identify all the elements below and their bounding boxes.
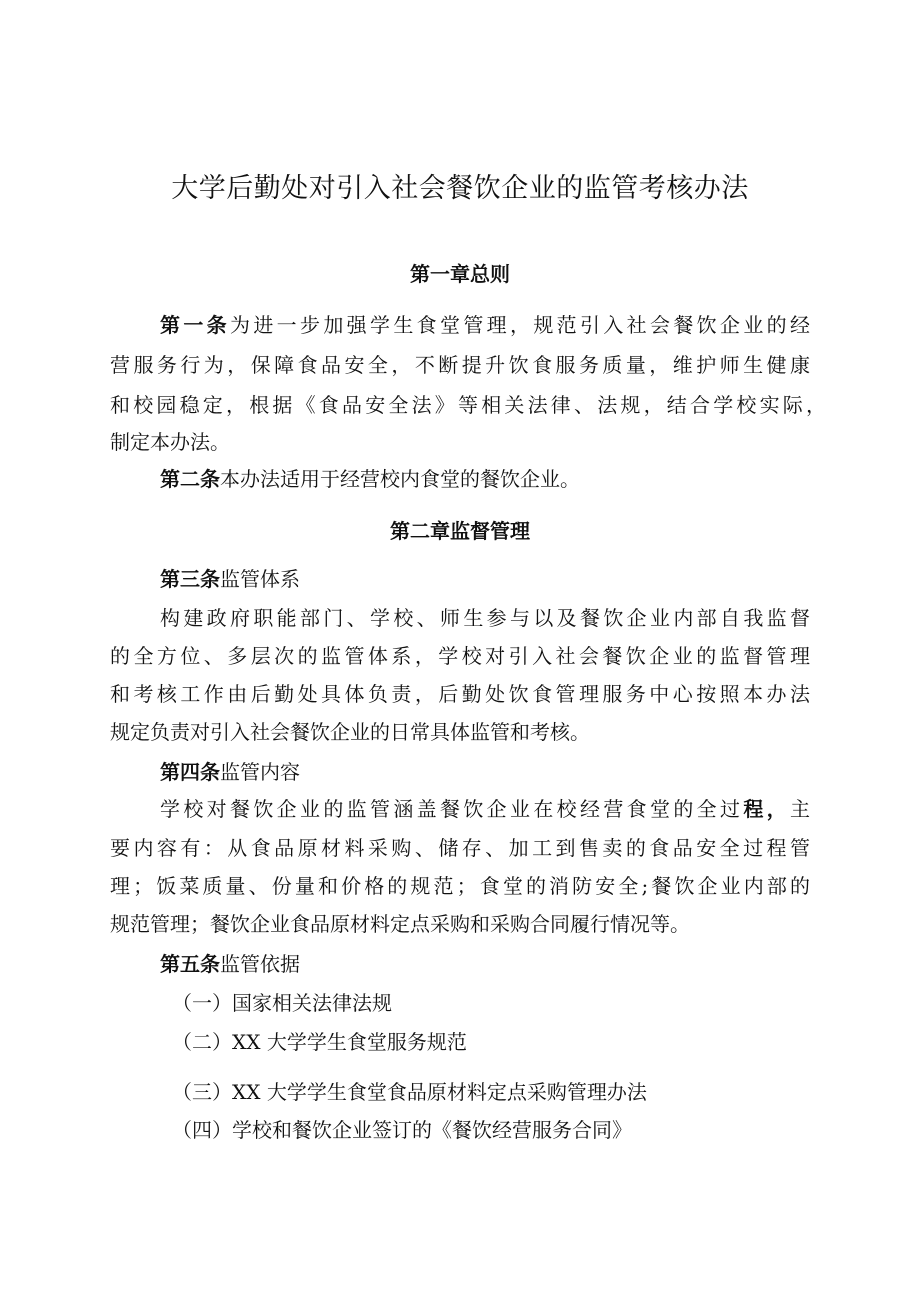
article-1-label: 第一条 — [160, 313, 230, 337]
article-2-text: 本办法适用于经营校内食堂的餐饮企业。 — [220, 467, 580, 491]
article-4-label: 第四条 — [160, 760, 220, 784]
article-4-text-1b: 程， — [743, 797, 791, 821]
article-5-heading — [160, 949, 300, 979]
article-5-item-4: （四）学校和餐饮企业签订的《餐饮经营服务合同》 — [172, 1118, 632, 1142]
article-5-item-3: （三）XX 大学学生食堂食品原材料定点采购管理办法 — [172, 1080, 647, 1104]
article-1-text-1: 为进一步加强学生食堂管理，规范引入社会餐饮企业的经 — [230, 313, 810, 337]
article-4-line-1 — [160, 794, 810, 824]
article-4-line-4: 规范管理；餐饮企业食品原材料定点采购和采购合同履行情况等。 — [110, 912, 690, 936]
document-title: 大学后勤处对引入社会餐饮企业的监管考核办法 — [171, 173, 749, 204]
article-5-item-1: （一）国家相关法律法规 — [172, 991, 392, 1015]
article-5-subject: 监管依据 — [220, 952, 300, 976]
article-2-label: 第二条 — [160, 467, 220, 491]
article-5-label: 第五条 — [160, 952, 220, 976]
article-1-line-4: 制定本办法。 — [110, 430, 230, 454]
article-3-subject: 监管体系 — [220, 567, 300, 591]
article-4-line-2: 要内容有：从食品原材料采购、储存、加工到售卖的食品安全过程管 — [110, 836, 810, 860]
article-4-subject: 监管内容 — [220, 760, 300, 784]
article-4-text-1a: 学校对餐饮企业的监管涵盖餐饮企业在校经营食堂的全过 — [160, 797, 744, 821]
article-4-line-3: 理；饭菜质量、份量和价格的规范；食堂的消防安全;餐饮企业内部的 — [110, 874, 810, 898]
article-1-line-1 — [160, 310, 810, 340]
article-4-text-1c: 主 — [790, 797, 811, 821]
article-3-line-3: 和考核工作由后勤处具体负责，后勤处饮食管理服务中心按照本办法 — [110, 682, 810, 706]
article-4-heading — [160, 757, 300, 787]
article-3-line-4: 规定负责对引入社会餐饮企业的日常具体监管和考核。 — [110, 720, 590, 744]
article-3-label: 第三条 — [160, 567, 220, 591]
article-1-line-2: 营服务行为，保障食品安全，不断提升饮食服务质量，维护师生健康 — [110, 353, 810, 377]
article-1-line-3: 和校园稳定，根据《食品安全法》等相关法律、法规，结合学校实际， — [110, 393, 826, 417]
article-3-heading — [160, 564, 300, 594]
article-5-item-2: （二）XX 大学学生食堂服务规范 — [172, 1030, 467, 1054]
article-3-line-1: 构建政府职能部门、学校、师生参与以及餐饮企业内部自我监督 — [160, 606, 810, 630]
article-2-line — [160, 464, 580, 494]
article-3-line-2: 的全方位、多层次的监管体系，学校对引入社会餐饮企业的监督管理 — [110, 644, 810, 668]
chapter-1-heading: 第一章总则 — [410, 262, 510, 286]
chapter-2-heading: 第二章监督管理 — [390, 519, 530, 543]
